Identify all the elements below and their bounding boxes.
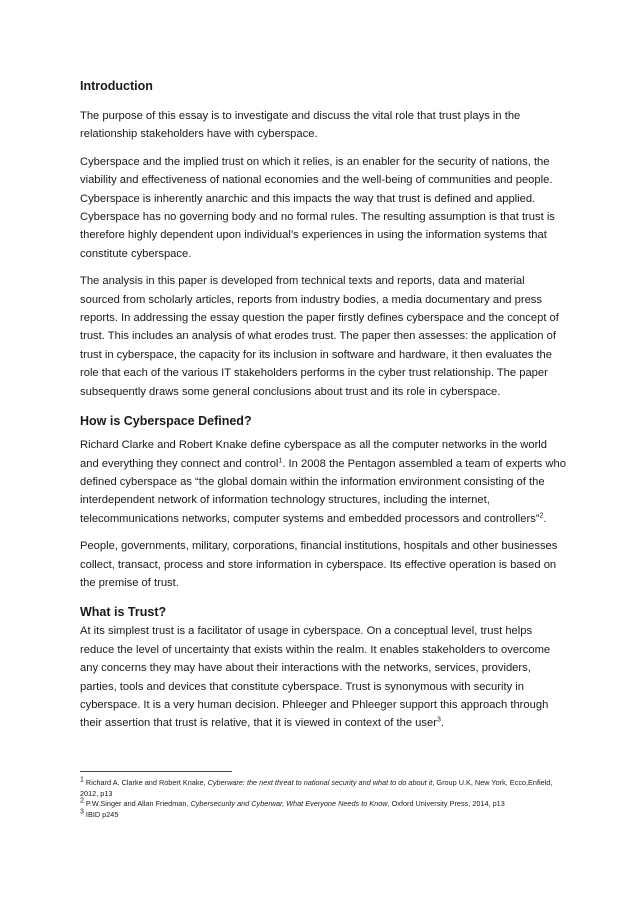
footnote-2: $^2$ P.W.Singer and Allan Friedman, Cybersecurity and Cyberwar, What Everyone Needs to Know, Oxford University Press, 2014, p13 bbox=[80, 797, 505, 808]
footnotes bbox=[80, 771, 566, 820]
cyberspace-heading: How is Cyberspace Defined? bbox=[80, 414, 252, 429]
intro-paragraph-3: The analysis in this paper is developed from technical texts and reports, data and material sourced from scholarly articles, reports from industry bodies, a media documentary and press reports. In addressing the essay question the paper firstly defines cyberspace and the concept of trust. This includes an analysis of what erodes trust. The paper then assesses: the application of trust in cyberspace, the capacity for its inclusion in software and hardware, it then evaluates the role that each of the various IT stakeholders performs in the cyber trust relationship. The paper subsequently draws some general conclusions about trust and its role in cyberspace. bbox=[80, 275, 559, 398]
cyberspace-paragraph-2: People, governments, military, corporations, financial institutions, hospitals and other businesses collect, transact, process and store information in cyberspace. Its effective operation is based on the premise of trust. bbox=[80, 540, 558, 589]
document-body bbox=[80, 79, 566, 733]
footnote-ref-1: 1 bbox=[278, 456, 283, 464]
trust-paragraph-1: At its simplest trust is a facilitator of usage in cyberspace. On a conceptual level, trust helps reduce the level of uncertainty that exists within the realm. It enables stakeholders to overcome any concerns they may have about their interactions with the networks, services, providers, parties, tools and devices that constitute cyberspace. Trust is synonymous with security in cyberspace. It is a very human decision. Phleeger and Phleeger support this approach through their assertion that trust is relative, that it is viewed in context of the user$^3$. bbox=[80, 625, 551, 730]
footnote-3: $^3$ IBID p245 bbox=[80, 808, 119, 819]
intro-paragraph-2: Cyberspace and the implied trust on which it relies, is an enabler for the security of nations, the viability and effectiveness of national economies and the well-being of communities and people. Cyberspace is inherently anarchic and this impacts the way that trust is defined and applied. Cyberspace has no governing body and no formal rules. The resulting assumption is that trust is therefore highly dependent upon individual’s experiences in using the information systems that constitute cyberspace. bbox=[80, 155, 555, 260]
trust-heading: What is Trust? bbox=[80, 605, 167, 620]
footnote-1: $^1$ Richard A. Clarke and Robert Knake, Cyberware: the next threat to national security and what to do about it, Group U.K, New York, Ecco,Enfield, 2012, p13 bbox=[80, 776, 553, 798]
intro-paragraph-1: The purpose of this essay is to investigate and discuss the vital role that trust plays in the relationship stakeholders have with cyberspace. bbox=[80, 110, 521, 141]
footnote-ref-3: 3 bbox=[436, 716, 441, 724]
footnote-ref-2: 2 bbox=[539, 511, 544, 519]
footnote-divider bbox=[80, 771, 232, 772]
introduction-heading: Introduction bbox=[80, 79, 153, 93]
cyberspace-paragraph-1: Richard Clarke and Robert Knake define cyberspace as all the computer networks in the world and everything they connect and control$^1$. In 2008 the Pentagon assembled a team of experts who defined cyberspace as “the global domain within the information environment consisting of the interdependent network of information technology structures, including the internet, telecommunications networks, computer systems and embedded processors and controllers”$^2$. bbox=[80, 439, 566, 525]
